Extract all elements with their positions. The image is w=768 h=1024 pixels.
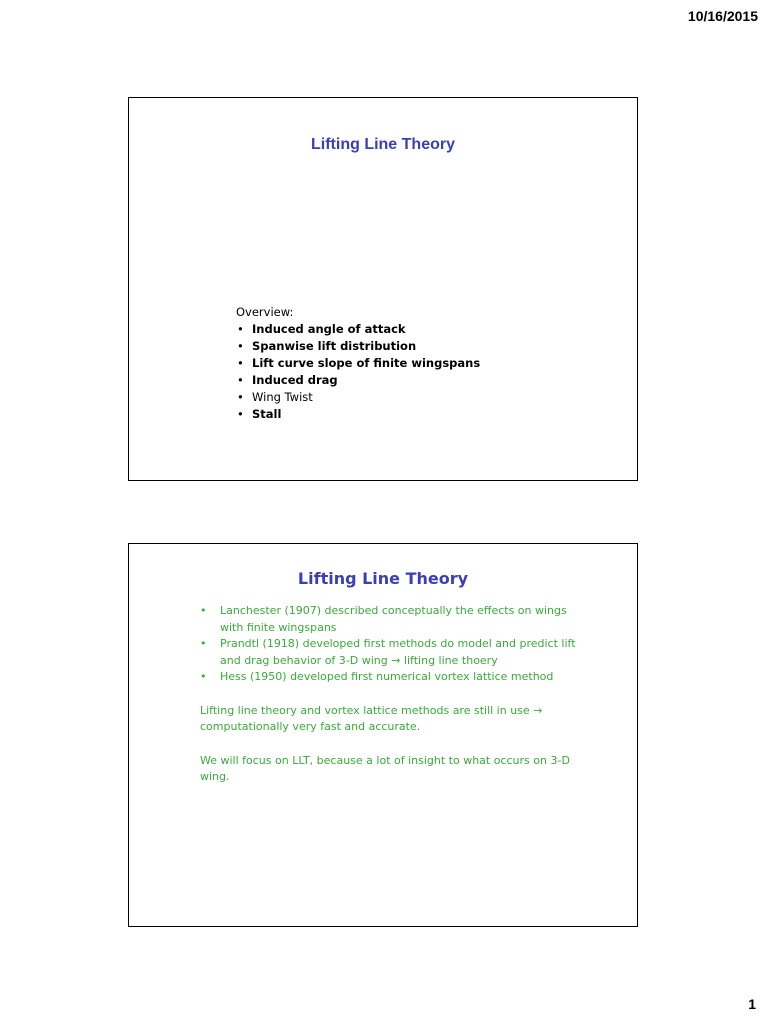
overview-item: • Induced angle of attack: [236, 321, 480, 338]
overview-item: • Induced drag: [236, 372, 480, 389]
overview-item: • Spanwise lift distribution: [236, 338, 480, 355]
overview-item: • Stall: [236, 406, 480, 423]
overview-item: • Lift curve slope of finite wingspans: [236, 355, 480, 372]
overview-item: • Wing Twist: [236, 389, 480, 406]
slide-2: [128, 543, 638, 927]
slide-2-title: Lifting Line Theory: [297, 569, 469, 588]
body-paragraph: Lifting line theory and vortex lattice methods are still in use → computationally very fast and accurate.: [200, 703, 543, 733]
slide-1-title: Lifting Line Theory: [311, 136, 455, 153]
history-item: • Prandtl (1918) developed first methods do model and predict lift and drag behavior of 3-D wing → lifting line thoery: [200, 636, 590, 669]
page-number: 1: [748, 996, 756, 1012]
history-item: • Hess (1950) developed first numerical vortex lattice method: [200, 669, 590, 686]
page-date: 10/16/2015: [687, 8, 758, 24]
history-item: • Lanchester (1907) described conceptually the effects on wings with finite wingspans: [200, 603, 590, 636]
slide-1-overview: [236, 304, 480, 423]
overview-label: Overview:: [236, 305, 294, 319]
slide-2-body: [200, 603, 590, 786]
body-paragraph: We will focus on LLT, because a lot of insight to what occurs on 3-D wing.: [200, 753, 570, 783]
overview-list: [236, 321, 480, 423]
slide-1: [128, 97, 638, 481]
history-list: [200, 603, 590, 686]
